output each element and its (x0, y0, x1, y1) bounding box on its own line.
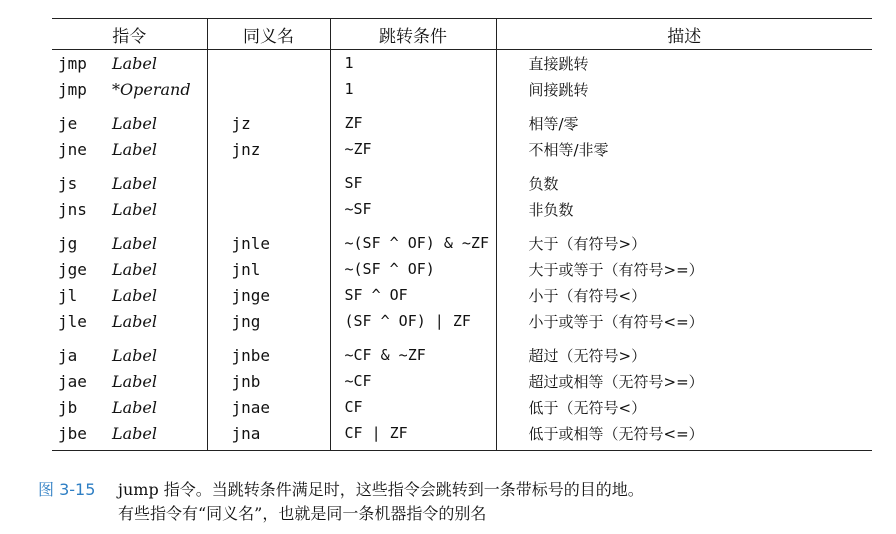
instruction-operand: Label (112, 345, 157, 365)
instruction-cell (52, 394, 207, 420)
synonym-cell: jnle (207, 222, 330, 256)
table-row (52, 334, 872, 368)
caption-text-1: jump 指令。当跳转条件满足时，这些指令会跳转到一条带标号的目的地。 (118, 480, 644, 499)
header-condition: 跳转条件 (330, 19, 496, 50)
description-cell: 小于（有符号<） (496, 282, 872, 308)
synonym-cell: jnz (207, 136, 330, 162)
condition-cell: CF (330, 394, 496, 420)
caption-line-2 (38, 502, 644, 526)
instruction-mnemonic: jl (58, 285, 78, 305)
instruction-operand: Label (112, 397, 157, 417)
description-cell: 间接跳转 (496, 76, 872, 102)
table-body (52, 50, 872, 451)
table-row (52, 102, 872, 136)
condition-cell: SF (330, 162, 496, 196)
synonym-cell: jnl (207, 256, 330, 282)
table-header-row (52, 19, 872, 50)
condition-cell: CF | ZF (330, 420, 496, 451)
instruction-operand: Label (112, 285, 157, 305)
synonym-cell: jnge (207, 282, 330, 308)
instruction-mnemonic: jmp (58, 79, 87, 99)
instruction-cell (52, 76, 207, 102)
instruction-cell (52, 282, 207, 308)
condition-cell: 1 (330, 50, 496, 77)
instruction-mnemonic: jb (58, 397, 78, 417)
instruction-cell (52, 222, 207, 256)
instruction-mnemonic: jne (58, 139, 87, 159)
header-description: 描述 (496, 19, 872, 50)
synonym-cell: jz (207, 102, 330, 136)
synonym-cell: jnbe (207, 334, 330, 368)
description-cell: 大于或等于（有符号>=） (496, 256, 872, 282)
description-cell: 低于（无符号<） (496, 394, 872, 420)
instruction-mnemonic: je (58, 113, 78, 133)
instruction-mnemonic: jns (58, 199, 87, 219)
description-cell: 超过或相等（无符号>=） (496, 368, 872, 394)
instruction-operand: Label (112, 173, 157, 193)
instruction-cell (52, 102, 207, 136)
table-row (52, 394, 872, 420)
figure-label: 图 3-15 (38, 480, 96, 499)
instruction-cell (52, 162, 207, 196)
header-instruction: 指令 (52, 19, 207, 50)
figure-caption (38, 478, 644, 526)
instruction-operand: *Operand (112, 79, 191, 99)
table-row (52, 50, 872, 77)
instruction-mnemonic: js (58, 173, 78, 193)
instruction-cell (52, 256, 207, 282)
instruction-mnemonic: jbe (58, 423, 87, 443)
table-row (52, 162, 872, 196)
instruction-operand: Label (112, 233, 157, 253)
instruction-mnemonic: jle (58, 311, 87, 331)
table-row (52, 222, 872, 256)
instruction-cell (52, 368, 207, 394)
description-cell: 非负数 (496, 196, 872, 222)
condition-cell: ~(SF ^ OF) (330, 256, 496, 282)
description-cell: 负数 (496, 162, 872, 196)
condition-cell: ~SF (330, 196, 496, 222)
table-row (52, 136, 872, 162)
description-cell: 小于或等于（有符号<=） (496, 308, 872, 334)
synonym-cell (207, 76, 330, 102)
instruction-mnemonic: jmp (58, 53, 87, 73)
synonym-cell (207, 196, 330, 222)
table-row (52, 368, 872, 394)
table-row (52, 76, 872, 102)
synonym-cell (207, 162, 330, 196)
instruction-operand: Label (112, 423, 157, 443)
table-row (52, 308, 872, 334)
instruction-operand: Label (112, 139, 157, 159)
instruction-mnemonic: jg (58, 233, 78, 253)
description-cell: 不相等/非零 (496, 136, 872, 162)
instruction-operand: Label (112, 371, 157, 391)
condition-cell: ~ZF (330, 136, 496, 162)
jump-instruction-table (52, 18, 872, 451)
table-row (52, 282, 872, 308)
instruction-operand: Label (112, 311, 157, 331)
table-row (52, 196, 872, 222)
instruction-operand: Label (112, 113, 157, 133)
synonym-cell: jna (207, 420, 330, 451)
condition-cell: ~(SF ^ OF) & ~ZF (330, 222, 496, 256)
table-row (52, 256, 872, 282)
instruction-cell (52, 196, 207, 222)
synonym-cell (207, 50, 330, 77)
table-row (52, 420, 872, 451)
instruction-cell (52, 420, 207, 451)
header-synonym: 同义名 (207, 19, 330, 50)
description-cell: 大于（有符号>） (496, 222, 872, 256)
instruction-operand: Label (112, 199, 157, 219)
caption-text-2: 有些指令有“同义名”，也就是同一条机器指令的别名 (118, 504, 487, 523)
synonym-cell: jnae (207, 394, 330, 420)
instruction-cell (52, 308, 207, 334)
condition-cell: SF ^ OF (330, 282, 496, 308)
condition-cell: ~CF (330, 368, 496, 394)
instruction-cell (52, 50, 207, 77)
instruction-cell (52, 334, 207, 368)
synonym-cell: jng (207, 308, 330, 334)
instruction-operand: Label (112, 53, 157, 73)
description-cell: 相等/零 (496, 102, 872, 136)
description-cell: 直接跳转 (496, 50, 872, 77)
instruction-operand: Label (112, 259, 157, 279)
description-cell: 低于或相等（无符号<=） (496, 420, 872, 451)
instruction-cell (52, 136, 207, 162)
instruction-mnemonic: ja (58, 345, 78, 365)
condition-cell: ZF (330, 102, 496, 136)
condition-cell: ~CF & ~ZF (330, 334, 496, 368)
instruction-mnemonic: jge (58, 259, 87, 279)
instruction-mnemonic: jae (58, 371, 87, 391)
synonym-cell: jnb (207, 368, 330, 394)
condition-cell: (SF ^ OF) | ZF (330, 308, 496, 334)
condition-cell: 1 (330, 76, 496, 102)
caption-line-1 (38, 478, 644, 502)
description-cell: 超过（无符号>） (496, 334, 872, 368)
